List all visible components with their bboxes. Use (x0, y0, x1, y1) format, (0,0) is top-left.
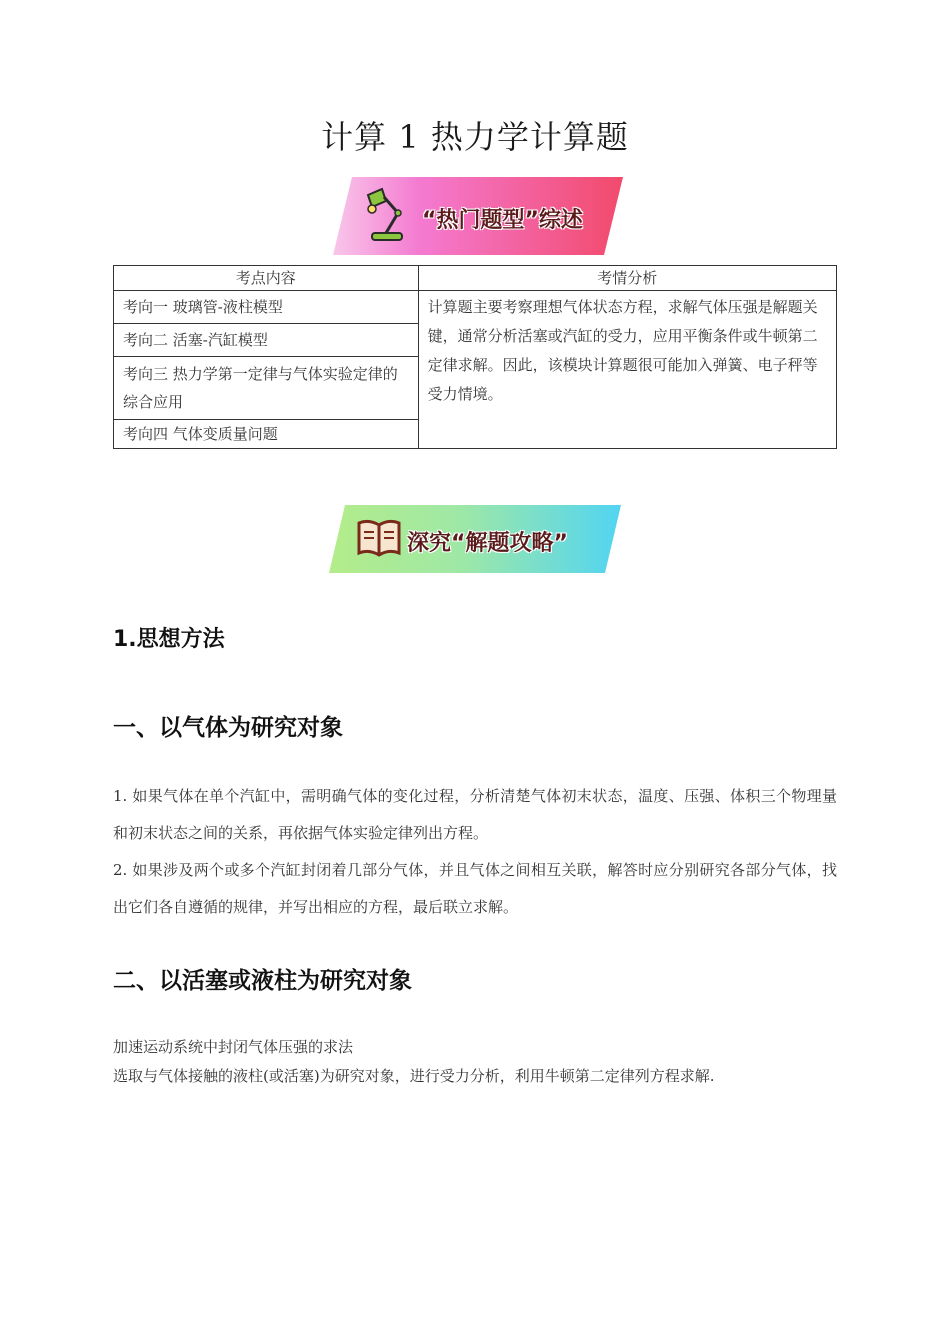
table-header-row (114, 266, 837, 291)
section-heading-method: 1.思想方法 (113, 627, 225, 652)
subsection-heading-piston: 二、以活塞或液柱为研究对象 (113, 968, 412, 994)
topic-cell: 考向三 热力学第一定律与气体实验定律的综合应用 (114, 357, 419, 420)
topic-cell: 考向一 玻璃管-液柱模型 (114, 291, 419, 324)
table-row (114, 291, 837, 324)
document-title: 计算 1 热力学计算题 (321, 118, 629, 156)
subsection-heading-gas: 一、以气体为研究对象 (113, 715, 343, 741)
banner-strategy-label: 深究“解题攻略” (407, 531, 568, 556)
banner-overview-label: “热门题型”综述 (422, 208, 583, 233)
overview-table (113, 265, 837, 449)
banner-strategy (327, 503, 623, 575)
paragraph-piston-1: 加速运动系统中封闭气体压强的求法 (113, 1038, 354, 1056)
topic-cell: 考向二 活塞-汽缸模型 (114, 324, 419, 357)
table-header-analysis: 考情分析 (418, 266, 836, 291)
desk-lamp-icon (360, 187, 410, 243)
analysis-cell: 计算题主要考察理想气体状态方程，求解气体压强是解题关键，通常分析活塞或汽缸的受力，应用平衡条件或牛顿第二定律求解。因此，该模块计算题很可能加入弹簧、电子秤等受力情境。 (418, 291, 836, 449)
banner-overview (330, 175, 626, 257)
topic-cell: 考向四 气体变质量问题 (114, 420, 419, 449)
table-header-topic: 考点内容 (114, 266, 419, 291)
open-book-icon (355, 519, 403, 559)
paragraph-gas-2: 2. 如果涉及两个或多个汽缸封闭着几部分气体，并且气体之间相互关联，解答时应分别研究各部分气体，找出它们各自遵循的规律，并写出相应的方程，最后联立求解。 (113, 861, 837, 916)
paragraph-gas-1: 1. 如果气体在单个汽缸中，需明确气体的变化过程，分析清楚气体初末状态，温度、压强、体积三个物理量和初末状态之间的关系，再依据气体实验定律列出方程。 (113, 787, 837, 842)
paragraph-piston-2: 选取与气体接触的液柱(或活塞)为研究对象，进行受力分析，利用牛顿第二定律列方程求解. (113, 1067, 715, 1085)
